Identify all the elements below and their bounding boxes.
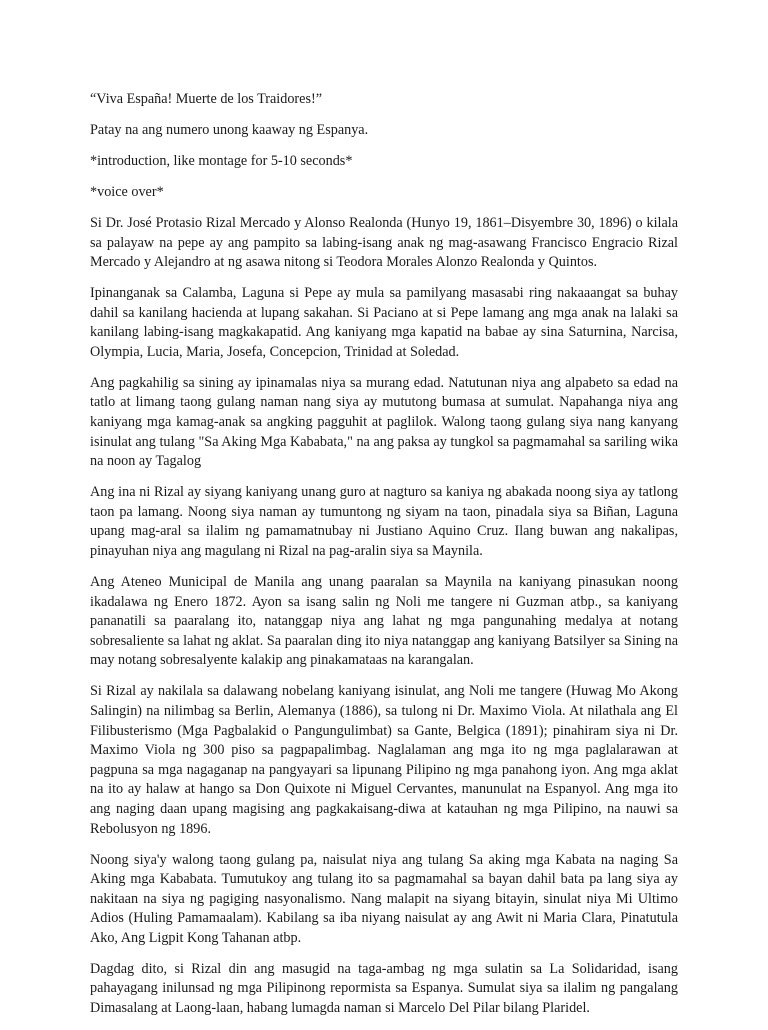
paragraph-early-talent: Ang pagkahilig sa sining ay ipinamalas niya sa murang edad. Natutunan niya ang alpabeto sa edad na tatlo at limang taong gulang naman nang siya ay mututong bumasa at sumulat. Napahanga niya ang kaniyang mga kamag-anak sa angking pagguhit at paglilok. Walong taong gulang siya nang kanyang isinulat ang tulang "Sa Aking Mga Kababata," na ang paksa ay tungkol sa pagmamahal sa sariling wika na noon ay Tagalog (90, 374, 678, 470)
intro-note: *introduction, like montage for 5-10 seconds* (90, 152, 353, 169)
paragraph-biography-intro: Si Dr. José Protasio Rizal Mercado y Alonso Realonda (Hunyo 19, 1861–Disyembre 30, 1896) o kilala sa palayaw na pepe ay ang pampito sa labing-isang anak ng mag-asawang Francisco Engracio Rizal Mercado y Alejandro at ng asawa nitong si Teodora Morales Alonzo Realonda y Quintos. (90, 214, 678, 271)
opening-quote: “Viva España! Muerte de los Traidores!” (90, 91, 322, 107)
paragraph-ateneo: Ang Ateneo Municipal de Manila ang unang paaralan sa Maynila na kaniyang pinasukan noong ikadalawa ng Enero 1872. Ayon sa isang salin ng Noli me tangere ni Guzman atbp., sa kaniyang pananatili sa paaralang ito, natanggap niya ang lahat ng mga pangunahing medalya at notang sobresaliente sa lahat ng aklat. Sa paaralan ding ito niya natanggap ang kaniyang Batsilyer sa Sining na may notang sobresalyente kalakip ang pinakamataas na karangalan. (90, 574, 678, 669)
paragraph-birth-family: Ipinanganak sa Calamba, Laguna si Pepe ay mula sa pamilyang masasabi ring nakaaangat sa buhay dahil sa kanilang hacienda at lupang sakahan. Si Paciano at si Pepe lamang ang mga anak na lalaki sa kanilang labing-isang magkakapatid. Ang kaniyang mga kapatid na babae ay sina Saturnina, Narcisa, Olympia, Lucia, Maria, Josefa, Concepcion, Trinidad at Soledad. (90, 285, 678, 360)
enemy-line: Patay na ang numero unong kaaway ng Espanya. (90, 121, 369, 138)
voiceover-note: *voice over* (90, 183, 164, 200)
document-page (90, 90, 678, 1030)
paragraph-poems: Noong siya'y walong taong gulang pa, naisulat niya ang tulang Sa aking mga Kabata na naging Sa Aking mga Kababata. Tumutukoy ang tulang ito sa pagmamahal sa bayan dahil bata pa lang siya ay nakitaan na siya ng pagiging nasyonalismo. Nang malapit na siyang bitayin, sinulat niya Mi Ultimo Adios (Huling Pamamaalam). Kabilang sa iba niyang naisulat ay ang Awit ni Maria Clara, Pinatutula Ako, Ang Ligpit Kong Tahanan atbp. (90, 851, 678, 946)
paragraph-novels: Si Rizal ay nakilala sa dalawang nobelang kaniyang isinulat, ang Noli me tangere (Huwag Mo Akong Salingin) na nilimbag sa Berlin, Alemanya (1886), sa tulong ni Dr. Maximo Viola. At nilathala ang El Filibusterismo (Mga Pagbalakid o Pangungulimbat) sa Gante, Belgica (1891); pinahiram siya ni Dr. Maximo Viola ng 300 piso sa pagpapalimbag. Naglalaman ang mga ito ng mga paglalarawan at pagpuna sa mga nagaganap na pangyayari sa lipunang Pilipino ng mga panahong iyon. Ang mga aklat na ito ay halaw at hango sa Don Quixote ni Miguel Cervantes, manunulat na Espanyol. Ang mga ito ang naging daan upang magising ang pagkakaisang-diwa at katauhan ng mga Pilipino, na nauwi sa Rebolusyon ng 1896. (90, 683, 678, 837)
paragraph-la-solidaridad: Dagdag dito, si Rizal din ang masugid na taga-ambag ng mga sulatin sa La Solidaridad, isang pahayagang inilunsad ng mga Pilipinong repormista sa Espanya. Sumulat siya sa ilalim ng pangalang Dimasalang at Laong-laan, habang lumagda naman si Marcelo Del Pilar bilang Plaridel. (90, 960, 678, 1017)
paragraph-early-education: Ang ina ni Rizal ay siyang kaniyang unang guro at nagturo sa kaniya ng abakada noong siya ay tatlong taon pa lamang. Noong siya naman ay tumuntong ng siyam na taon, pinadala siya sa Biñan, Laguna upang mag-aral sa ilalim ng pamamatnubay ni Justiano Aquino Cruz. Ilang buwan ang nakalipas, pinayuhan niya ang magulang ni Rizal na pag-aralin siya sa Maynila. (90, 484, 678, 560)
